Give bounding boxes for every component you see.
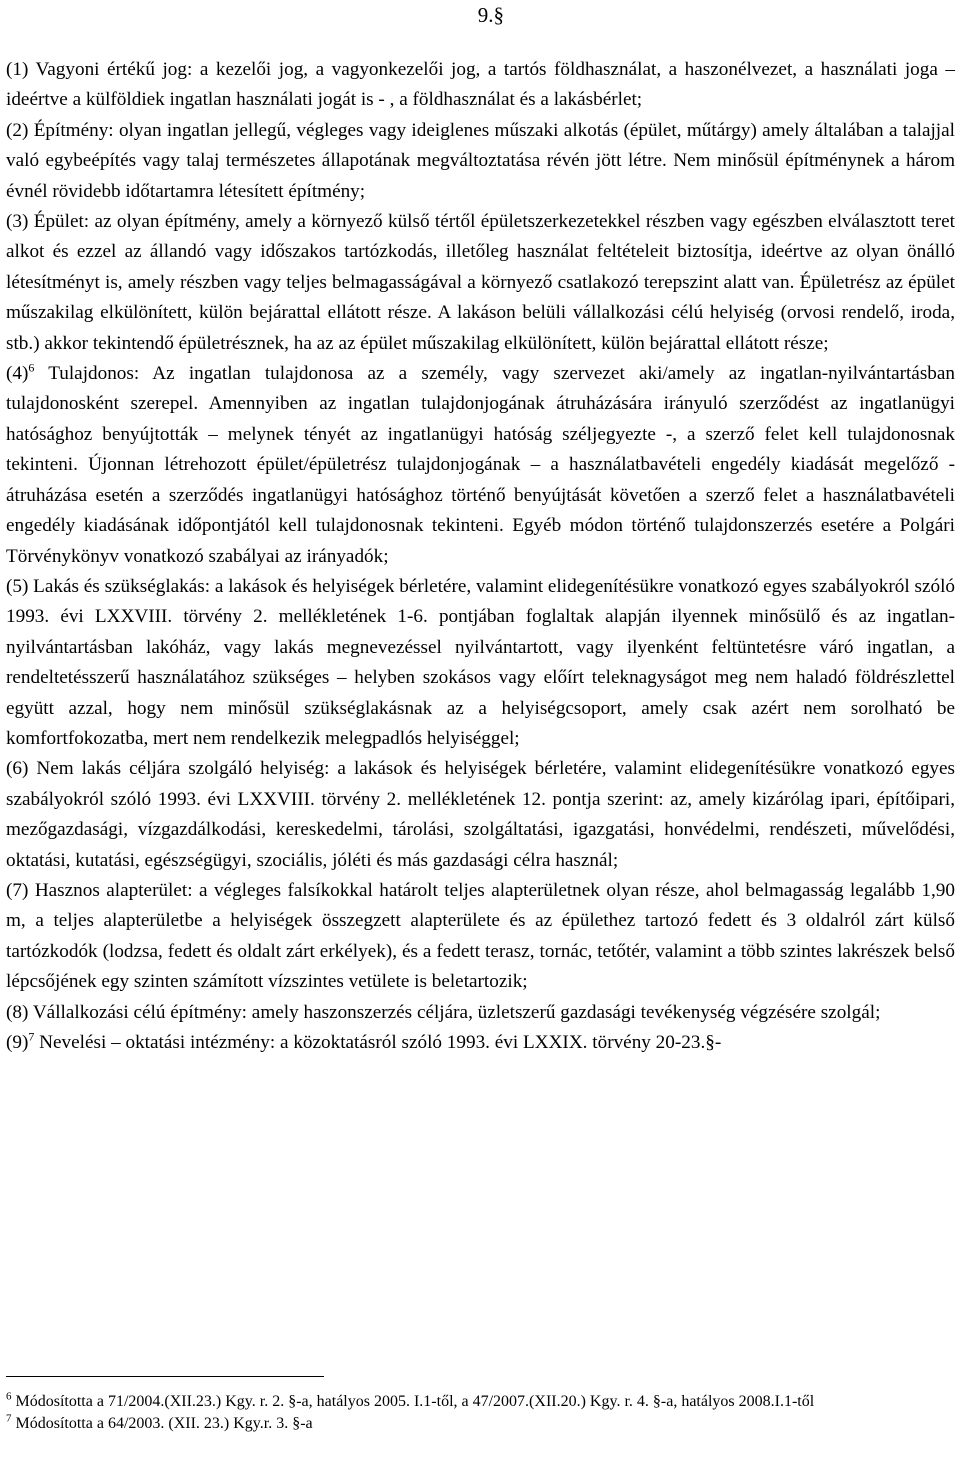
footnote-ref-6[interactable]: 6 xyxy=(28,360,35,375)
page-number: 9.§ xyxy=(477,3,504,27)
paragraph-1: (1) Vagyoni értékű jog: a kezelői jog, a vagyonkezelői jog, a tartós földhasználat, a haszonélvezet, a használati joga – ideértve a külföldiek ingatlan használati jogát is - , a földhasználat és a lakásbérlet; xyxy=(6,59,955,111)
paragraph-3: (3) Épület: az olyan építmény, amely a környező külső tértől épületszerkezetekkel részben vagy egészben elválasztott teret alkot és ezzel az állandó vagy időszakos tartózkodás, illetőleg használat feltételeit biztosítja, ideértve az olyan önálló létesítményt is, amely részben vagy teljes belmagasságával a környező csatlakozó terepszint alatt van. Épületrész az épület műszakilag elkülönített, külön bejárattal ellátott része. A lakáson belüli vállalkozási célú helyiség (orvosi rendelő, iroda, stb.) akkor tekintendő épületrésznek, ha az az épület műszakilag elkülönített, külön bejárattal ellátott része; xyxy=(6,211,955,354)
paragraph-6: (6) Nem lakás céljára szolgáló helyiség: a lakások és helyiségek bérletére, valamint elidegenítésükre vonatkozó egyes szabályokról szóló 1993. évi LXXVIII. törvény 2. mellékletének 12. pontja szerint: az, amely kizárólag ipari, építőipari, mezőgazdasági, vízgazdálkodási, kereskedelmi, tárolási, szolgáltatási, igazgatási, honvédelmi, rendészeti, művelődési, oktatási, kutatási, egészségügyi, szociális, jóléti és más gazdasági célra használ; xyxy=(6,758,955,871)
paragraph-8: (8) Vállalkozási célú építmény: amely haszonszerzés céljára, üzletszerű gazdasági tevékenység végzésére szolgál; xyxy=(6,1001,881,1023)
footnote-7-number: 7 xyxy=(6,1412,12,1425)
paragraph-9 xyxy=(6,1028,955,1058)
footnote-ref-7[interactable]: 7 xyxy=(28,1029,35,1044)
footnote-6-text: Módosította a 71/2004.(XII.23.) Kgy. r. 2. §-a, hatályos 2005. I.1-től, a 47/2007.(XII.20.) Kgy. r. 4. §-a, hatályos 2008.I.1-től xyxy=(11,1393,815,1410)
paragraph-9-number: (9) xyxy=(6,1032,29,1053)
footnote-separator xyxy=(6,1376,324,1377)
paragraph-7: (7) Hasznos alapterület: a végleges falsíkokkal határolt teljes alapterületnek olyan része, ahol belmagasság legalább 1,90 m, a teljes alapterületbe a helyiségek összegzett alapterülete és az épülethez tartozó fedett és 3 oldalról zárt külső tartózkodók (lodzsa, fedett és oldalt zárt erkélyek), és a fedett terasz, tornác, tetőtér, valamint a több szintes lakrészek belső lépcsőjének egy szinten számított vízszintes vetülete is beletartozik; xyxy=(6,879,955,993)
footnotes xyxy=(6,1391,955,1434)
footnote-7 xyxy=(6,1413,955,1435)
paragraph-9-text: Nevelési – oktatási intézmény: a közoktatásról szóló 1993. évi LXXIX. törvény 20-23.§- xyxy=(34,1032,722,1053)
paragraph-2: (2) Építmény: olyan ingatlan jellegű, végleges vagy ideiglenes műszaki alkotás (épület, műtárgy) amely általában a talajjal való egybeépítés vagy talaj természetes állapotának megváltoztatása révén jött létre. Nem minősül építménynek a három évnél rövidebb időtartamra létesített építmény; xyxy=(6,119,955,202)
paragraph-4 xyxy=(6,359,955,572)
footnote-7-text: Módosította a 64/2003. (XII. 23.) Kgy.r. 3. §-a xyxy=(11,1414,313,1432)
paragraph-4-text: Tulajdonos: Az ingatlan tulajdonosa az a személy, vagy szervezet aki/amely az ingatlan-nyilvántartásban tulajdonosként szerepel. Amennyiben az ingatlan tulajdonjogának átruházására irányuló szerződést az ingatlanügyi hatósághoz benyújtották – melynek tényét az ingatlanügyi hatóság széljegyezte -, a szerző felet kell tulajdonosnak tekinteni. Újonnan létrehozott épület/épületrész tulajdonjogának – a használatbavételi engedély kiadását megelőző - átruházása esetén a szerződés ingatlanügyi hatósághoz történő benyújtását követően a szerző felet a használatbavételi engedély kiadásának időpontjától kell tulajdonosnak tekinteni. Egyéb módon történő tulajdonszerzés esetére a Polgári Törvénykönyv vonatkozó szabályai az irányadók; xyxy=(6,363,955,567)
paragraph-5: (5) Lakás és szükséglakás: a lakások és helyiségek bérletére, valamint elidegenítésükre vonatkozó egyes szabályokról szóló 1993. évi LXXVIII. törvény 2. mellékletének 1-6. pontjában foglaltak alapján ilyennek minősülő és az ingatlan-nyilvántartásban lakóház, vagy lakás megnevezéssel nyilvántartott, vagy ilyenként feltüntetésre váró ingatlan, a rendeltetésszerű használatához szükséges – helyben szokásos vagy előírt teleknagyságot meg nem haladó földrészlettel együtt azzal, hogy nem minősül szükséglakásnak az a helyiségcsoport, amely csak azért nem sorolható be komfortfokozatba, mert nem rendelkezik melegpadlós helyiséggel; xyxy=(6,575,955,749)
document-body xyxy=(6,55,955,1058)
paragraph-4-number: (4) xyxy=(6,363,29,385)
footnote-6-number: 6 xyxy=(6,1390,12,1403)
footnote-6 xyxy=(6,1391,955,1413)
